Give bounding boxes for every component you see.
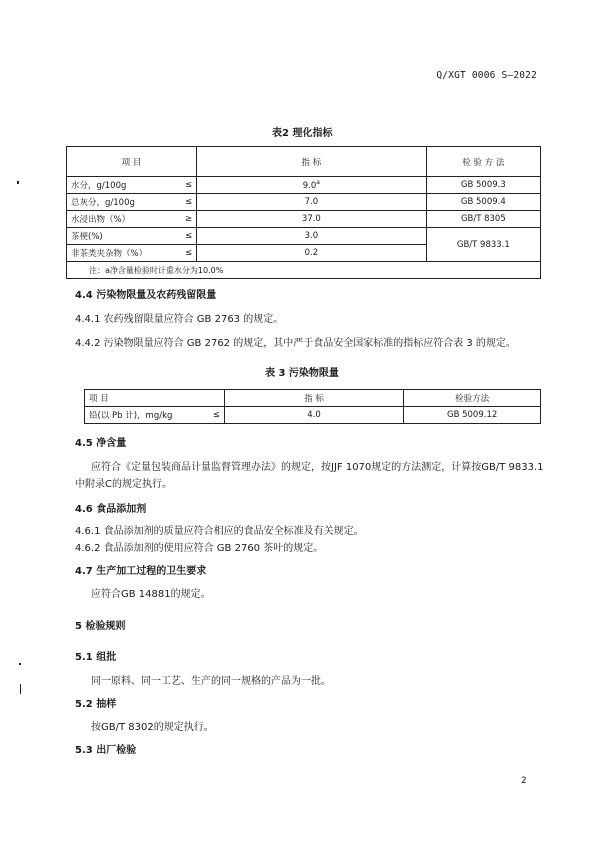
section-5-heading: 5 检验规则 (75, 621, 126, 632)
table3-caption: 表 3 污染物限量 (265, 368, 339, 379)
row-value: 7.0 (197, 194, 427, 211)
section-4-5-heading: 4.5 净含量 (75, 438, 127, 449)
para-5-2: 按GB/T 8302的规定执行。 (91, 722, 214, 733)
row-method: GB 5009.4 (426, 194, 540, 211)
row-method: GB 5009.3 (426, 177, 540, 194)
row-op: ≤ (181, 245, 197, 262)
section-4-7-heading: 4.7 生产加工过程的卫生要求 (75, 566, 207, 577)
row-method: GB/T 8305 (426, 211, 540, 228)
row-value: 4.0 (224, 407, 403, 424)
section-5-1-heading: 5.1 组批 (75, 652, 117, 663)
row-value: 0.2 (197, 245, 427, 262)
table2-note: 注：a净含量检验时计重水分为10.0% (67, 262, 541, 279)
table2-note-row (67, 262, 541, 279)
row-method: GB 5009.12 (404, 407, 541, 424)
row-value: 9.0$^a$ (197, 177, 427, 194)
row-op: ≤ (202, 407, 224, 424)
scan-mark (20, 684, 21, 694)
row-op: ≥ (181, 211, 197, 228)
table3 (84, 389, 541, 424)
para-4-7: 应符合GB 14881的规定。 (91, 589, 211, 600)
table-row (67, 194, 541, 211)
row-name: 茶梗(%) (67, 228, 181, 245)
table3-header-method: 检验方法 (404, 390, 541, 407)
scan-mark (17, 181, 19, 184)
row-value: 37.0 (197, 211, 427, 228)
table3-header-index: 指 标 (224, 390, 403, 407)
scan-mark (19, 663, 21, 665)
footnote-marker: a (316, 179, 320, 187)
table3-header-item: 项 目 (85, 390, 225, 407)
table-row (67, 228, 541, 245)
row-name: 非茶类夹杂物（%） (67, 245, 181, 262)
row-op: ≤ (181, 177, 197, 194)
section-5-2-heading: 5.2 抽样 (75, 699, 117, 710)
table2-caption: 表2 理化指标 (272, 128, 333, 139)
table2-header-method: 检 验 方 法 (426, 147, 540, 177)
page-number: 2 (521, 776, 527, 786)
table2-header-row (67, 147, 541, 177)
row-name: 总灰分，g/100g (67, 194, 181, 211)
standard-code: Q/XGT 0006 S—2022 (436, 70, 537, 81)
row-method-merged: GB/T 9833.1 (426, 228, 540, 262)
para-4-4-1: 4.4.1 农药残留限量应符合 GB 2763 的规定。 (75, 314, 284, 325)
section-4-4-heading: 4.4 污染物限量及农药残留限量 (75, 290, 217, 301)
para-4-6-2: 4.6.2 食品添加剂的使用应符合 GB 2760 茶叶的规定。 (75, 543, 324, 554)
para-5-1: 同一原料、同一工艺、生产的同一规格的产品为一批。 (91, 676, 331, 687)
table-row (67, 211, 541, 228)
table2-header-index: 指 标 (197, 147, 427, 177)
row-name: 水分，g/100g (67, 177, 181, 194)
row-name: 水浸出物（%） (67, 211, 181, 228)
table-row (85, 407, 541, 424)
table-row (67, 177, 541, 194)
row-op: ≤ (181, 194, 197, 211)
row-op: ≤ (181, 228, 197, 245)
section-4-6-heading: 4.6 食品添加剂 (75, 504, 147, 515)
table2 (66, 146, 541, 279)
para-4-5-line2: 中附录C的规定执行。 (75, 479, 172, 490)
row-value: 3.0 (197, 228, 427, 245)
section-5-3-heading: 5.3 出厂检验 (75, 745, 137, 756)
para-4-5-line1: 应符合《定量包装商品计量监督管理办法》的规定，按JJF 1070规定的方法测定，计算按GB/T 9833.1 (91, 462, 544, 473)
table3-header-row (85, 390, 541, 407)
para-4-6-1: 4.6.1 食品添加剂的质量应符合相应的食品安全标准及有关规定。 (75, 526, 364, 537)
table2-header-item: 项 目 (67, 147, 197, 177)
row-name: 铅(以 Pb 计)，mg/kg (85, 407, 203, 424)
para-4-4-2: 4.4.2 污染物限量应符合 GB 2762 的规定，其中严于食品安全国家标准的指标应符合表 3 的规定。 (75, 338, 516, 349)
